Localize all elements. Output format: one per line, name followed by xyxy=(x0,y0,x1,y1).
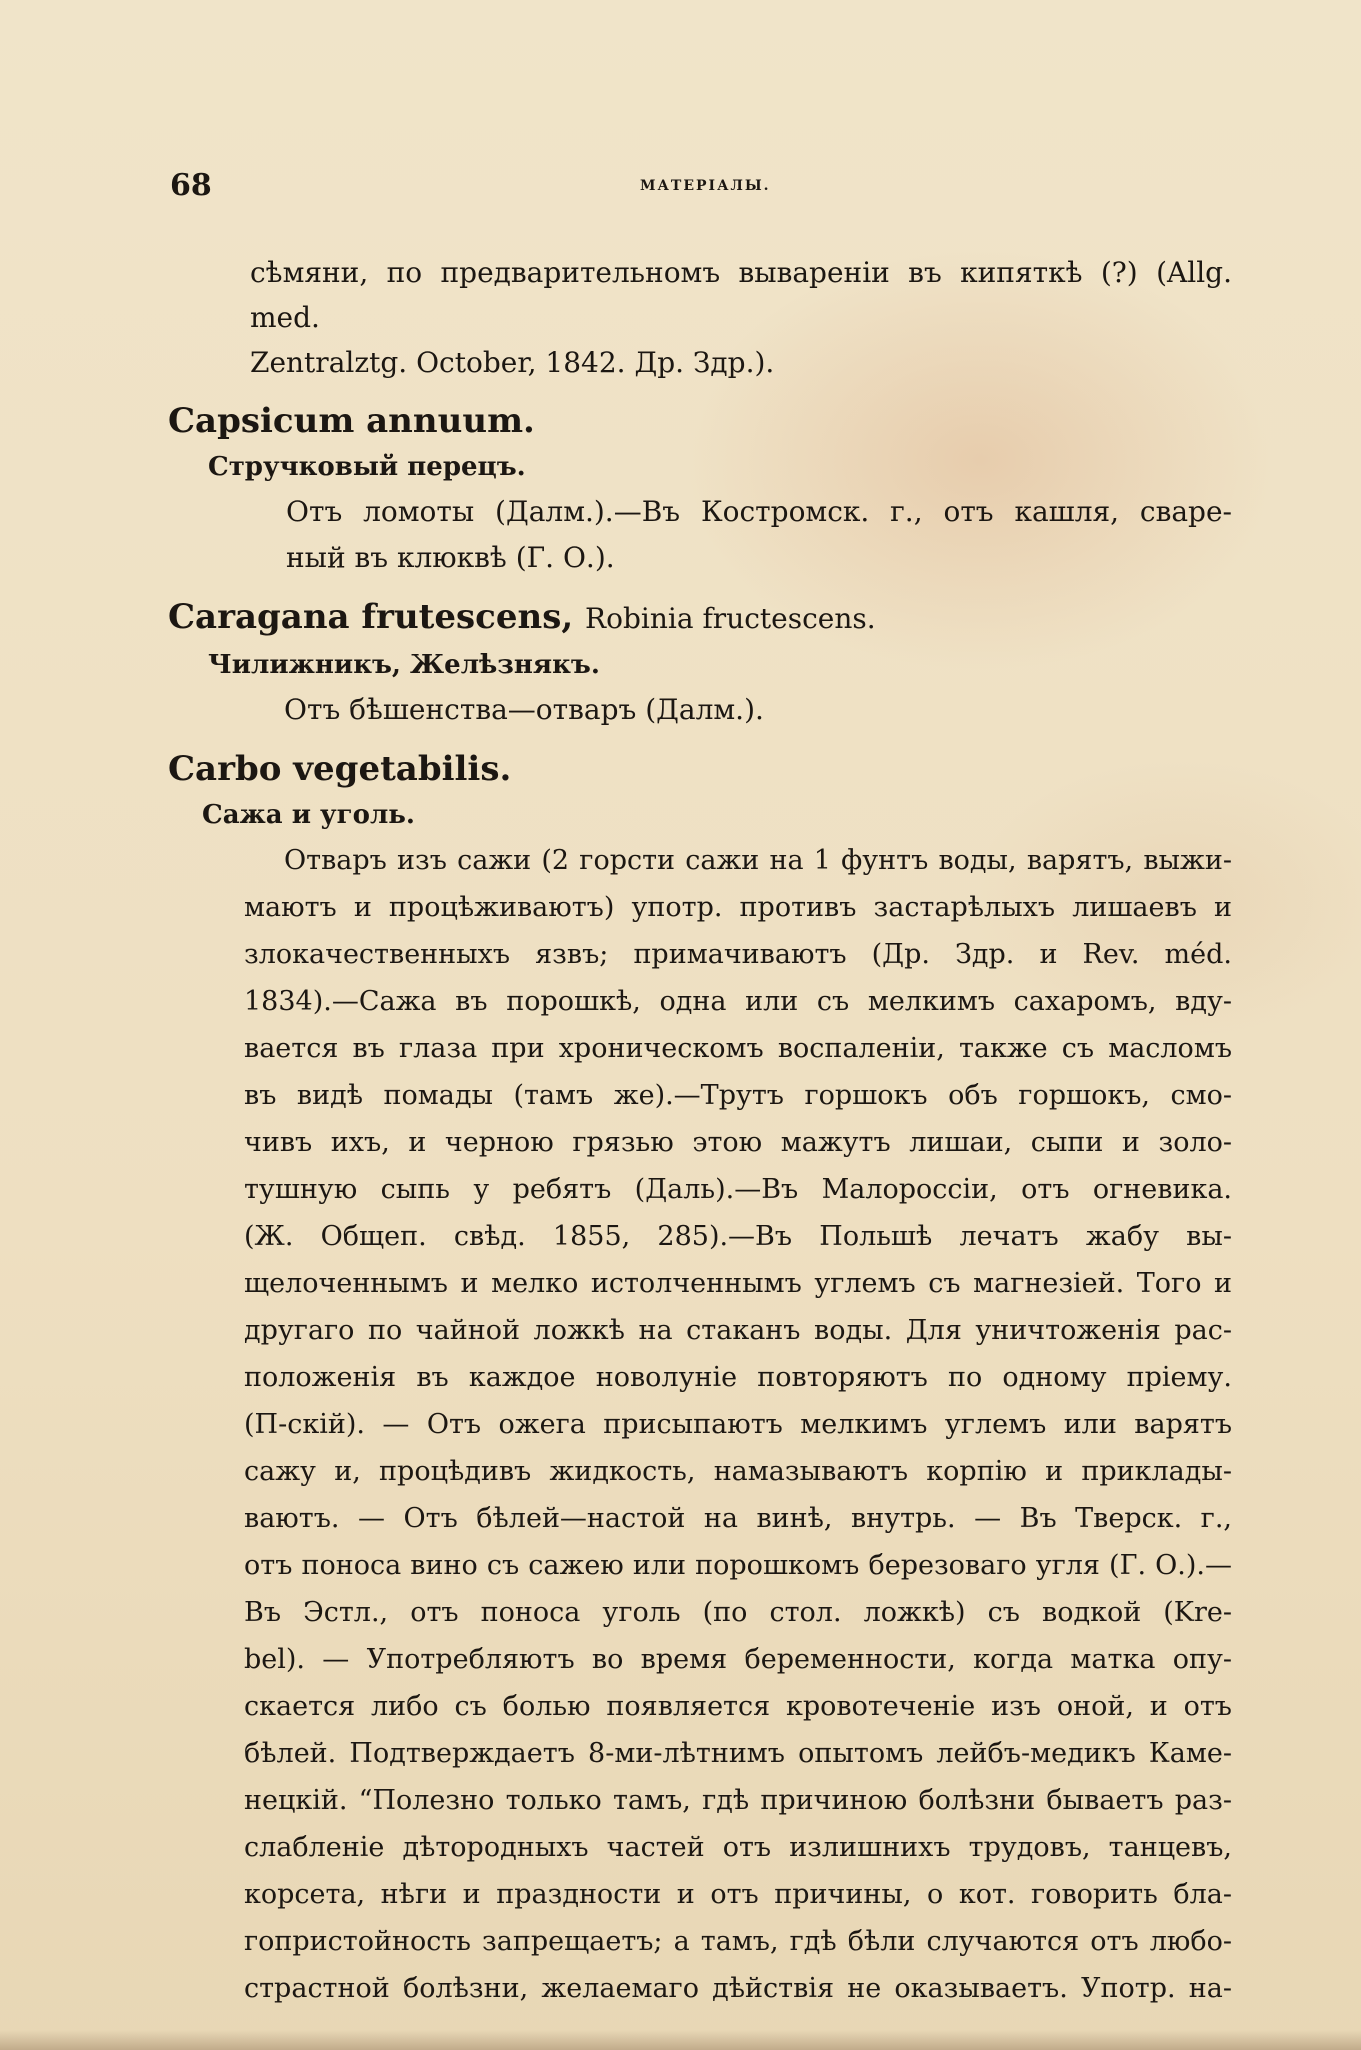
entry-text-line: злокачественныхъ язвъ; примачиваютъ (Др. Здр. и Rev. méd. xyxy=(244,939,1232,970)
latin-synonym: Robinia fructescens. xyxy=(585,602,876,635)
entry-text-line: слабленіе дѣтородныхъ частей отъ излишнихъ трудовъ, танцевъ, xyxy=(244,1832,1232,1863)
entry-text-line: сажу и, процѣдивъ жидкость, намазываютъ корпію и приклады- xyxy=(244,1456,1232,1487)
page-header xyxy=(170,168,1230,208)
entry-text-line: (П-скій). — Отъ ожега присыпаютъ мелкимъ углемъ или варятъ xyxy=(244,1409,1232,1440)
entry-text-line: bel). — Употребляютъ во время беременности, когда матка опу- xyxy=(244,1644,1232,1675)
entry-common-name: Сажа и уголь. xyxy=(202,800,415,830)
continuation-line: сѣмяни, по предварительномъ вывареніи въ кипяткѣ (?) (Allg. med. xyxy=(250,256,1232,334)
entry-text-line: корсета, нѣги и праздности и отъ причины, о кот. говорить бла- xyxy=(244,1879,1232,1910)
continuation-line: Zentralztg. October, 1842. Др. Здр.). xyxy=(250,346,775,379)
entry-text-line: Отваръ изъ сажи (2 горсти сажи на 1 фунтъ воды, варятъ, выжи- xyxy=(284,845,1232,876)
latin-name: Caragana frutescens, xyxy=(168,597,574,637)
entry-text-line: гопристойность запрещаетъ; а тамъ, гдѣ бѣли случаются отъ любо- xyxy=(244,1926,1232,1957)
entry-latin-name xyxy=(168,745,1232,793)
entry-text-line: ный въ клюквѣ (Г. О.). xyxy=(286,541,615,574)
entry-common-name: Стручковый перецъ. xyxy=(208,452,526,482)
entry-latin-name xyxy=(168,397,1232,445)
entry-text-line: маютъ и процѣживаютъ) употр. противъ застарѣлыхъ лишаевъ и xyxy=(244,892,1232,923)
latin-name: Carbo vegetabilis. xyxy=(168,749,512,789)
entry-text-line: Въ Эстл., отъ поноса уголь (по стол. ложкѣ) съ водкой (Kre- xyxy=(244,1597,1232,1628)
latin-name: Capsicum annuum. xyxy=(168,401,535,441)
entry-text-line: положенія въ каждое новолуніе повторяютъ по одному пріему. xyxy=(244,1362,1232,1393)
entry-text-line: Отъ ломоты (Далм.).—Въ Костромск. г., отъ кашля, свapе- xyxy=(286,495,1232,528)
entry-text-line: чивъ ихъ, и черною грязью этою мажутъ лишаи, сыпи и золо- xyxy=(244,1127,1232,1158)
entry-text-line: щелоченнымъ и мелко истолченнымъ углемъ съ магнезіей. Того и xyxy=(244,1268,1232,1299)
entry-text-line: скается либо съ болью появляется кровотеченіе изъ оной, и отъ xyxy=(244,1691,1232,1722)
entry-text-line: вается въ глаза при хроническомъ воспаленіи, также съ масломъ xyxy=(244,1033,1232,1064)
entry-paragraph xyxy=(168,837,1232,2012)
entry-text-line: тушную сыпь у ребятъ (Даль).—Въ Малороссіи, отъ огневика. xyxy=(244,1174,1232,1205)
entry-text-line: 1834).—Сажа въ порошкѣ, одна или съ мелкимъ сахаромъ, вду- xyxy=(244,986,1232,1017)
entry-text-line: страстной болѣзни, желаемаго дѣйствія не оказываетъ. Употр. на- xyxy=(244,1973,1232,2004)
entry-text-line: въ видѣ помады (тамъ же).—Трутъ горшокъ объ горшокъ, смо- xyxy=(244,1080,1232,1111)
page-number: 68 xyxy=(170,168,212,203)
entry-text-line: Отъ бѣшенства—отваръ (Далм.). xyxy=(284,693,764,726)
entry-text-line: ваютъ. — Отъ бѣлей—настой на винѣ, внутрь. — Въ Тверск. г., xyxy=(244,1503,1232,1534)
entry-text-line: (Ж. Общеп. свѣд. 1855, 285).—Въ Польшѣ лечатъ жабу вы- xyxy=(244,1221,1232,1252)
entry-text-line: бѣлей. Подтверждаетъ 8-ми-лѣтнимъ опытомъ лейбъ-медикъ Каме- xyxy=(244,1738,1232,1769)
entry-common-name: Чилижникъ, Желѣзнякъ. xyxy=(208,650,600,680)
entry-latin-name xyxy=(168,593,1232,643)
entry-text-line: нецкій. “Полезно только тамъ, гдѣ причиною болѣзни бываетъ раз- xyxy=(244,1785,1232,1816)
entry-text-line: отъ поноса вино съ сажею или порошкомъ березоваго угля (Г. О.).— xyxy=(244,1550,1232,1581)
running-head: МАТЕРІАЛЫ. xyxy=(640,178,771,194)
entry-text-line: другаго по чайной ложкѣ на стаканъ воды. Для уничтоженія рас- xyxy=(244,1315,1232,1346)
page-body xyxy=(168,250,1232,2012)
